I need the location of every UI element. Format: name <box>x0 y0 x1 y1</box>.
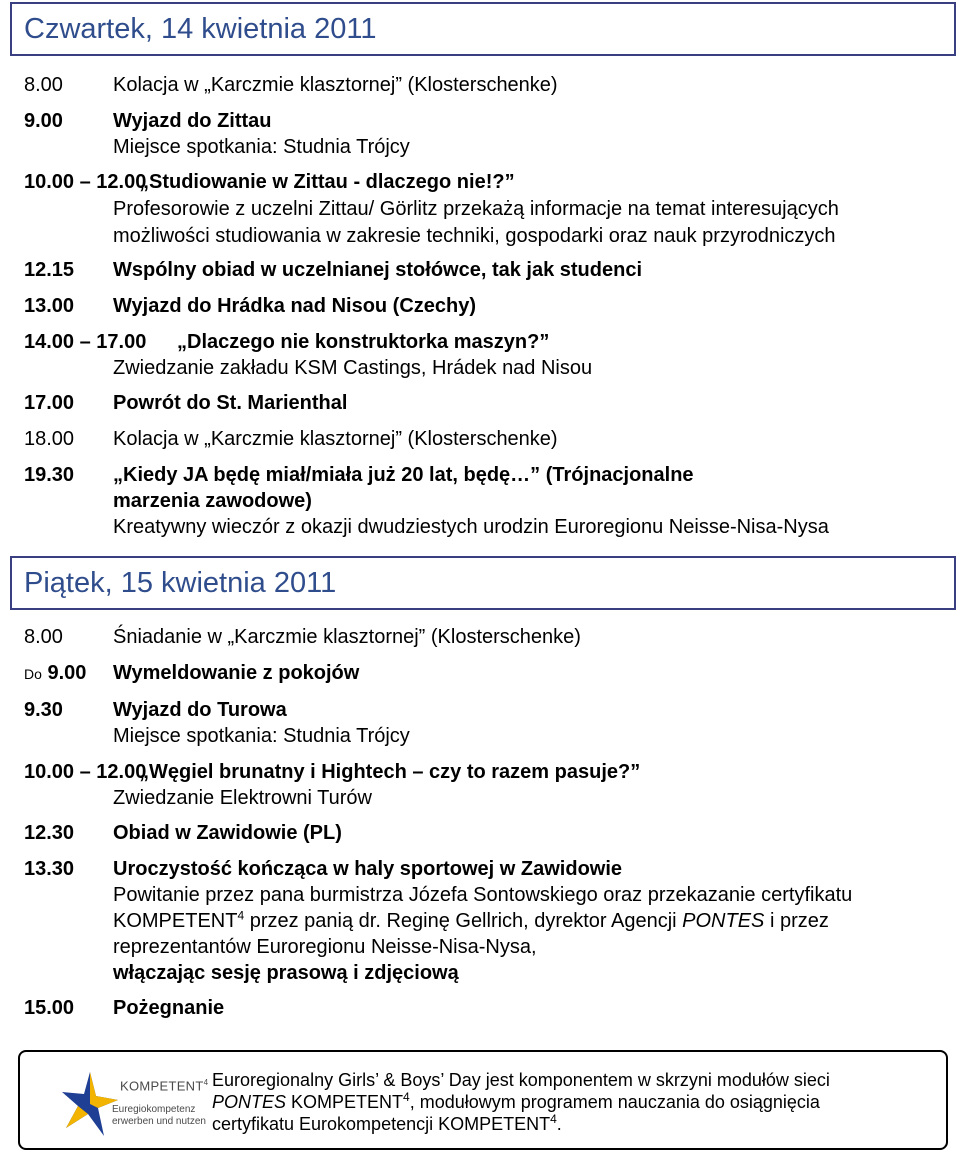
logo-brand <box>120 1078 208 1093</box>
logo-subtitle <box>112 1104 206 1128</box>
item-time: 19.30 <box>24 464 75 486</box>
detail-italic: PONTES <box>682 910 765 932</box>
item-detail-text: reprezentantów Euroregionu Neisse-Nisa-Nysa, <box>113 936 537 958</box>
kompetent-logo <box>42 1060 212 1144</box>
item-time: 10.00 – 12.00 <box>24 761 147 783</box>
item-detail-text: Zwiedzanie zakładu KSM Castings, Hrádek nad Nisou <box>113 357 593 379</box>
item-title-line2: marzenia zawodowe) <box>113 490 312 512</box>
day-title: Piątek, 15 kwietnia 2011 <box>24 566 337 599</box>
item-title: Wyjazd do Hrádka nad Nisou (Czechy) <box>113 295 477 317</box>
item-time: 13.00 <box>24 295 75 317</box>
item-time: 12.30 <box>24 822 75 844</box>
footer-part: certyfikatu Eurokompetencji KOMPETENT <box>212 1114 551 1134</box>
footer-part: . <box>556 1114 562 1134</box>
item-time: 8.00 <box>24 74 63 96</box>
detail-part: przez panią dr. Reginę Gellrich, dyrektor Agencji <box>244 910 683 932</box>
item-detail-text: Profesorowie z uczelni Zittau/ Görlitz przekażą informacje na temat interesujących <box>113 198 839 220</box>
item-time: 17.00 <box>24 392 75 414</box>
footer-part: KOMPETENT <box>286 1092 404 1112</box>
item-title: Wspólny obiad w uczelnianej stołówce, tak jak studenci <box>113 259 643 281</box>
item-title: Kolacja w „Karczmie klasztornej” (Klosterschenke) <box>113 428 558 450</box>
item-title: Obiad w Zawidowie (PL) <box>113 822 342 844</box>
footer-text <box>212 1069 932 1135</box>
item-detail-text: Powitanie przez pana burmistrza Józefa Sontowskiego oraz przekazanie certyfikatu <box>113 884 853 906</box>
detail-part: i przez <box>764 910 829 932</box>
detail-part: KOMPETENT <box>113 910 238 932</box>
item-time: 9.00 <box>24 110 63 132</box>
item-detail-text: Miejsce spotkania: Studnia Trójcy <box>113 136 410 158</box>
item-detail-text: Miejsce spotkania: Studnia Trójcy <box>113 725 410 747</box>
superscript: 4 <box>550 1112 557 1126</box>
item-time: 10.00 – 12.00 <box>24 171 147 193</box>
item-title: „Dlaczego nie konstruktorka maszyn?” <box>177 331 550 353</box>
item-time: 12.15 <box>24 259 75 281</box>
logo-sub-line: erwerben und nutzen <box>112 1116 206 1127</box>
day-header-friday <box>10 556 956 610</box>
item-title: Wymeldowanie z pokojów <box>113 662 360 684</box>
item-title: „Studiowanie w Zittau - dlaczego nie!?” <box>139 171 515 193</box>
item-time: 14.00 – 17.00 <box>24 331 147 353</box>
superscript: 4 <box>237 908 245 923</box>
item-title: Śniadanie w „Karczmie klasztornej” (Klosterschenke) <box>113 626 581 648</box>
footer-line <box>212 1113 932 1135</box>
footer-part: , modułowym programem nauczania do osiągnięcia <box>409 1092 820 1112</box>
item-time: 13.30 <box>24 858 75 880</box>
item-title: Kolacja w „Karczmie klasztornej” (Klosterschenke) <box>113 74 558 96</box>
item-detail-text: włączając sesję prasową i zdjęciową <box>113 962 459 984</box>
item-title: Pożegnanie <box>113 997 225 1019</box>
item-title: „Kiedy JA będę miał/miała już 20 lat, będę…” (Trójnacjonalne <box>113 464 694 486</box>
item-detail-text <box>113 908 829 934</box>
item-title: Wyjazd do Turowa <box>113 699 287 721</box>
superscript: 4 <box>403 1090 410 1104</box>
item-detail-text: możliwości studiowania w zakresie techniki, gospodarki oraz nauk przyrodniczych <box>113 225 836 247</box>
time-value: 9.00 <box>47 662 87 684</box>
logo-superscript: 4 <box>203 1078 209 1087</box>
item-time: 15.00 <box>24 997 75 1019</box>
item-title: Wyjazd do Zittau <box>113 110 272 132</box>
day-title: Czwartek, 14 kwietnia 2011 <box>24 12 377 45</box>
item-title: „Węgiel brunatny i Hightech – czy to razem pasuje?” <box>139 761 641 783</box>
star-icon <box>60 1070 120 1140</box>
item-time <box>24 660 86 687</box>
footer-italic: PONTES <box>212 1092 287 1112</box>
item-detail-text: Kreatywny wieczór z okazji dwudziestych urodzin Euroregionu Neisse-Nisa-Nysa <box>113 516 829 538</box>
item-time: 8.00 <box>24 626 63 648</box>
footer-line <box>212 1091 932 1113</box>
footer-line: Euroregionalny Girls’ & Boys’ Day jest komponentem w skrzyni modułów sieci <box>212 1070 830 1090</box>
item-title: Powrót do St. Marienthal <box>113 392 348 414</box>
item-time: 18.00 <box>24 428 75 450</box>
item-title: Uroczystość kończąca w haly sportowej w Zawidowie <box>113 858 623 880</box>
logo-brand-text: KOMPETENT <box>120 1078 204 1094</box>
item-time: 9.30 <box>24 699 63 721</box>
footer-box <box>18 1050 948 1150</box>
logo-sub-line: Euregiokompetenz <box>112 1104 196 1115</box>
item-detail-text: Zwiedzanie Elektrowni Turów <box>113 787 372 809</box>
day-header-thursday <box>10 2 956 56</box>
time-prefix: Do <box>24 666 42 682</box>
